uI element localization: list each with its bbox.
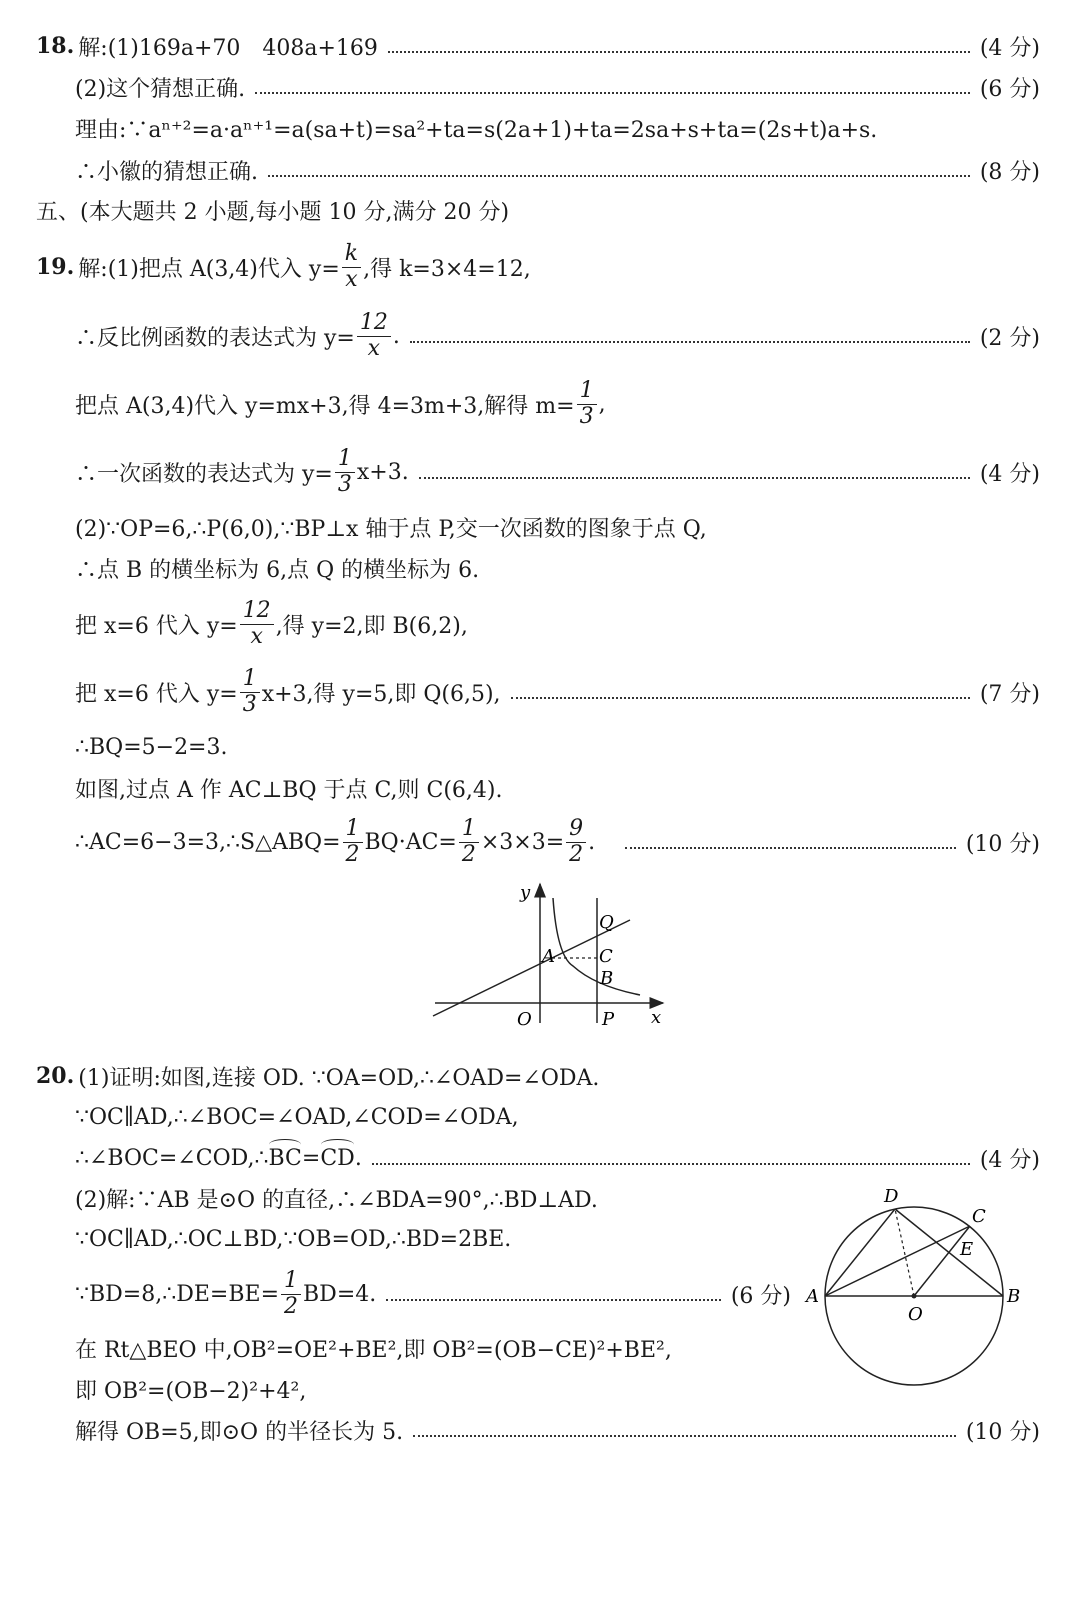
numerator: 9 bbox=[566, 817, 586, 842]
segment-oc bbox=[914, 1226, 970, 1296]
q20-line-1 bbox=[36, 1056, 1040, 1096]
section-5-title: 五、(本大题共 2 小题,每小题 10 分,满分 20 分) bbox=[36, 199, 510, 225]
center-point bbox=[912, 1294, 917, 1299]
score-label: (4 分) bbox=[979, 35, 1040, 61]
q18-line-1 bbox=[36, 26, 1040, 66]
q18-line-3 bbox=[75, 108, 1040, 148]
q19-line-8 bbox=[75, 668, 1040, 716]
score-label: (7 分) bbox=[979, 681, 1040, 707]
q20-line-8 bbox=[75, 1369, 715, 1409]
label-o: O bbox=[517, 1009, 532, 1030]
score-label: (10 分) bbox=[965, 1419, 1040, 1445]
numerator: 1 bbox=[343, 817, 363, 842]
chord-ac bbox=[825, 1226, 970, 1296]
fraction bbox=[240, 599, 274, 648]
arc-bc: BC bbox=[268, 1145, 302, 1171]
label-d: D bbox=[884, 1186, 899, 1207]
score-label: (8 分) bbox=[979, 159, 1040, 185]
q19-l11-text-d: . bbox=[588, 829, 596, 855]
fraction bbox=[459, 817, 479, 866]
q20-line-5 bbox=[75, 1219, 715, 1259]
q20-line-9 bbox=[75, 1410, 1040, 1450]
q19-line-7 bbox=[75, 600, 1040, 648]
q20-l8-text: 即 OB²=(OB−2)²+4², bbox=[75, 1378, 307, 1404]
dot-leader bbox=[255, 92, 970, 94]
q19-line-5 bbox=[75, 507, 1040, 547]
fraction bbox=[577, 379, 597, 428]
label-b: B bbox=[1007, 1286, 1021, 1307]
fraction bbox=[357, 311, 391, 360]
section-heading bbox=[36, 190, 1040, 230]
q19-l11-text-a: ∴AC=6−3=3,∴S△ABQ= bbox=[75, 829, 341, 855]
q19-l5-text: (2)∵OP=6,∴P(6,0),∵BP⊥x 轴于点 P,交一次函数的图象于点 Q, bbox=[75, 516, 707, 542]
q19-line-10 bbox=[75, 768, 1040, 808]
denominator: 2 bbox=[284, 1293, 299, 1319]
denominator: x bbox=[345, 266, 358, 292]
dot-leader bbox=[419, 477, 970, 479]
q19-l1-text: 解:(1)把点 A(3,4)代入 y= bbox=[78, 256, 340, 282]
q19-line-6 bbox=[75, 548, 1040, 588]
q19-l11-text-b: BQ·AC= bbox=[364, 829, 457, 855]
score-label: (6 分) bbox=[979, 76, 1040, 102]
score-label: (6 分) bbox=[730, 1283, 791, 1309]
label-e: E bbox=[960, 1239, 974, 1260]
dot-leader bbox=[410, 341, 970, 343]
numerator: 1 bbox=[577, 379, 597, 404]
q18-reason: 理由:∵aⁿ⁺²=a·aⁿ⁺¹=a(sa+t)=sa²+ta=s(2a+1)+ta=2sa+s+ta=(2s+t)a+s. bbox=[75, 117, 878, 143]
q19-l10-text: 如图,过点 A 作 AC⊥BQ 于点 C,则 C(6,4). bbox=[75, 777, 503, 803]
q19-line-2 bbox=[75, 312, 1040, 360]
dot-leader bbox=[511, 697, 970, 699]
q20-l5-text: ∵OC∥AD,∴OC⊥BD,∵OB=OD,∴BD=2BE. bbox=[75, 1226, 512, 1252]
q18-part1-answer: 解:(1)169a+70 408a+169 bbox=[78, 35, 378, 61]
q20-l2-text: ∵OC∥AD,∴∠BOC=∠OAD,∠COD=∠ODA, bbox=[75, 1104, 519, 1130]
numerator: 1 bbox=[281, 1269, 301, 1294]
numerator: 1 bbox=[335, 447, 355, 472]
q20-l3-text: ∴∠BOC=∠COD,∴ bbox=[75, 1145, 269, 1171]
q20-number: 20. bbox=[36, 1063, 75, 1089]
fraction bbox=[281, 1269, 301, 1318]
q19-l2-text: ∴反比例函数的表达式为 y= bbox=[75, 325, 355, 351]
denominator: 2 bbox=[461, 841, 476, 867]
label-c: C bbox=[972, 1206, 986, 1227]
q19-number: 19. bbox=[36, 254, 75, 280]
q19-l4-text-end: x+3. bbox=[356, 459, 409, 485]
denominator: 3 bbox=[337, 471, 352, 497]
q19-l1-text-end: ,得 k=3×4=12, bbox=[363, 256, 531, 282]
label-o: O bbox=[908, 1304, 923, 1325]
q19-l6-text: ∴点 B 的横坐标为 6,点 Q 的横坐标为 6. bbox=[75, 557, 480, 583]
score-label: (10 分) bbox=[965, 831, 1040, 857]
label-a: A bbox=[542, 946, 555, 967]
label-a: A bbox=[806, 1286, 819, 1307]
q19-l9-text: ∴BQ=5−2=3. bbox=[75, 734, 228, 760]
q18-part2-answer: (2)这个猜想正确. bbox=[75, 76, 246, 102]
fraction bbox=[335, 447, 355, 496]
label-y: y bbox=[520, 882, 531, 903]
q20-line-6 bbox=[75, 1270, 791, 1318]
q19-l8-text: 把 x=6 代入 y= bbox=[75, 681, 238, 707]
q20-line-3 bbox=[75, 1138, 1040, 1178]
q19-l11-text-c: ×3×3= bbox=[480, 829, 565, 855]
dot-leader bbox=[625, 847, 956, 849]
dot-leader bbox=[386, 1299, 721, 1301]
q18-conclusion: ∴小徽的猜想正确. bbox=[75, 159, 258, 185]
score-label: (4 分) bbox=[979, 461, 1040, 487]
label-c: C bbox=[599, 946, 613, 967]
equals-sign: = bbox=[301, 1145, 321, 1171]
q19-l7-text-end: ,得 y=2,即 B(6,2), bbox=[275, 613, 468, 639]
numerator: k bbox=[342, 242, 361, 267]
q19-l8-text-end: x+3,得 y=5,即 Q(6,5), bbox=[261, 681, 501, 707]
dot-leader bbox=[268, 175, 970, 177]
q19-l2-text-end: . bbox=[392, 323, 400, 349]
label-b: B bbox=[600, 968, 614, 989]
q20-l6-text-end: BD=4. bbox=[303, 1281, 377, 1307]
fraction bbox=[343, 817, 363, 866]
q19-line-3 bbox=[75, 380, 1040, 428]
q19-line-1 bbox=[36, 241, 1040, 292]
q18-line-2 bbox=[75, 67, 1040, 107]
numerator: 1 bbox=[240, 667, 260, 692]
numerator: 1 bbox=[459, 817, 479, 842]
fraction bbox=[240, 667, 260, 716]
q20-l6-text: ∵BD=8,∴DE=BE= bbox=[75, 1281, 280, 1307]
label-x: x bbox=[651, 1007, 662, 1028]
dot-leader bbox=[413, 1435, 956, 1437]
q20-l7-text: 在 Rt△BEO 中,OB²=OE²+BE²,即 OB²=(OB−CE)²+BE², bbox=[75, 1337, 672, 1363]
q19-l3-text-end: , bbox=[598, 391, 606, 417]
denominator: 2 bbox=[345, 841, 360, 867]
score-label: (2 分) bbox=[979, 325, 1040, 351]
numerator: 12 bbox=[357, 311, 391, 336]
q18-number: 18. bbox=[36, 33, 75, 59]
label-p: P bbox=[602, 1009, 615, 1030]
q20-line-7 bbox=[75, 1328, 815, 1368]
denominator: 2 bbox=[569, 841, 584, 867]
q18-line-4 bbox=[75, 150, 1040, 190]
denominator: x bbox=[250, 623, 263, 649]
dot-leader bbox=[372, 1163, 970, 1165]
q20-l9-text: 解得 OB=5,即⊙O 的半径长为 5. bbox=[75, 1419, 404, 1445]
q19-l4-text: ∴一次函数的表达式为 y= bbox=[75, 461, 333, 487]
q20-l1-text: (1)证明:如图,连接 OD. ∵OA=OD,∴∠OAD=∠ODA. bbox=[78, 1065, 600, 1091]
fraction bbox=[342, 242, 361, 291]
numerator: 12 bbox=[240, 599, 274, 624]
arc-cd: CD bbox=[320, 1145, 355, 1171]
q20-circle-figure bbox=[800, 1180, 1040, 1390]
q20-l4-text: (2)解:∵AB 是⊙O 的直径,∴∠BDA=90°,∴BD⊥AD. bbox=[75, 1187, 598, 1213]
denominator: 3 bbox=[242, 691, 257, 717]
q20-l3-text-end: . bbox=[354, 1145, 362, 1171]
q19-l3-text: 把点 A(3,4)代入 y=mx+3,得 4=3m+3,解得 m= bbox=[75, 393, 575, 419]
q19-line-9 bbox=[75, 727, 1040, 767]
score-label: (4 分) bbox=[979, 1147, 1040, 1173]
label-q: Q bbox=[599, 912, 614, 933]
dot-leader bbox=[388, 51, 970, 53]
denominator: x bbox=[367, 335, 381, 361]
q19-graph-figure bbox=[425, 878, 675, 1038]
q19-line-4 bbox=[75, 448, 1040, 496]
q19-l7-text: 把 x=6 代入 y= bbox=[75, 613, 238, 639]
fraction bbox=[566, 817, 586, 866]
q19-line-11 bbox=[75, 818, 1040, 866]
denominator: 3 bbox=[579, 403, 594, 429]
q20-line-4 bbox=[75, 1178, 715, 1218]
q20-line-2 bbox=[75, 1097, 1040, 1137]
